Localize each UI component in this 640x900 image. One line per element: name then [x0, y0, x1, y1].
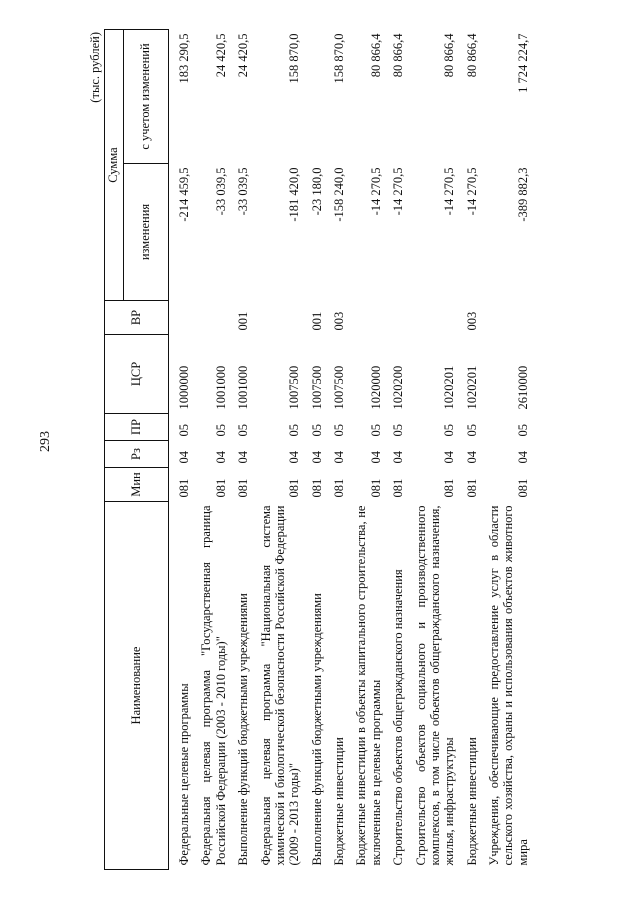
cell-min: 081: [177, 478, 191, 498]
cell-min: 081: [368, 478, 383, 498]
cell-pr: 05: [464, 424, 479, 437]
cell-change: -33 039,5: [213, 167, 228, 216]
row-spacer-cell: [457, 30, 465, 870]
cell-pr: 05: [213, 424, 228, 437]
cell-name: Бюджетные инвестиции в объекты капитального строительства, не включенные в целевые программы: [354, 505, 383, 866]
cell-total: [310, 30, 324, 164]
units-note: (тыс. рублей): [88, 32, 102, 103]
row-spacer: [346, 30, 354, 870]
table-row: [236, 30, 250, 870]
row-spacer: [383, 30, 391, 870]
cell-name: Строительство объектов социального и производственного комплексов, в том числе объектов общегражданского назначения, жилья, инфраструктуры: [413, 505, 457, 866]
cell-pr: 05: [309, 424, 324, 437]
cell-total: 80 866,4: [464, 33, 479, 78]
table-row: [332, 30, 346, 870]
row-spacer: [191, 30, 199, 870]
cell-csr: 1007500: [287, 365, 302, 410]
cell-csr: 1020200: [391, 365, 406, 410]
cell-csr: 1020000: [368, 365, 383, 410]
cell-csr: 1007500: [332, 365, 346, 410]
cell-rz: 04: [464, 451, 479, 464]
row-spacer-cell: [228, 30, 236, 870]
table-row: [414, 30, 457, 870]
cell-vr: [199, 301, 228, 335]
cell-total: 80 866,4: [368, 33, 383, 78]
cell-pr: 05: [332, 424, 346, 437]
header-pr: ПР: [105, 414, 169, 441]
cell-change: -181 420,0: [287, 167, 302, 222]
cell-change: -389 882,3: [515, 167, 530, 222]
cell-change: -23 180,0: [309, 167, 324, 216]
row-spacer: [406, 30, 414, 870]
header-with-change: с учетом изменений: [124, 30, 169, 164]
cell-vr: [177, 301, 191, 335]
table-body: [169, 30, 531, 870]
cell-change: -14 270,5: [464, 167, 479, 216]
row-spacer-cell: [251, 30, 259, 870]
cell-csr: 2610000: [515, 365, 530, 410]
cell-change: -14 270,5: [391, 167, 406, 216]
table-row: [199, 30, 228, 870]
row-spacer: [302, 30, 310, 870]
table-row: [354, 30, 383, 870]
cell-name: Федеральная целевая программа "Национальная система химической и биологической безопасности Российской Федерации (2009 - 2013 годы)": [258, 505, 302, 866]
cell-vr: 003: [464, 311, 479, 331]
header-csr: ЦСР: [105, 335, 169, 414]
cell-vr: 001: [309, 311, 324, 331]
budget-table: [104, 29, 530, 870]
cell-rz: 04: [332, 451, 346, 464]
cell-pr: 05: [442, 424, 457, 437]
cell-name: Бюджетные инвестиции: [464, 737, 479, 866]
cell-csr: 1007500: [309, 365, 324, 410]
cell-csr: 1020201: [442, 365, 457, 410]
cell-pr: 05: [368, 424, 383, 437]
cell-total: 1 724 224,7: [515, 33, 530, 93]
table-row: [487, 30, 530, 870]
cell-total: 24 420,5: [236, 33, 251, 78]
cell-name: Федеральная целевая программа "Государственная граница Российской Федерации (2003 - 2010 годы)": [199, 505, 228, 866]
cell-min: 081: [287, 478, 302, 498]
row-spacer-cell: [383, 30, 391, 870]
cell-change: -14 270,5: [442, 167, 457, 216]
cell-vr: [487, 301, 530, 335]
cell-total: 80 866,4: [442, 33, 457, 78]
cell-change: -158 240,0: [332, 167, 346, 222]
cell-min: 081: [332, 478, 346, 498]
cell-change: -33 039,5: [236, 167, 251, 216]
cell-csr: 1020201: [464, 365, 479, 410]
cell-pr: 05: [391, 424, 406, 437]
table-row: [259, 30, 302, 870]
row-spacer: [457, 30, 465, 870]
cell-total: 24 420,5: [213, 33, 228, 78]
cell-csr: 1000000: [177, 365, 191, 410]
header-change: изменения: [124, 164, 169, 301]
cell-min: 081: [309, 478, 324, 498]
cell-name: Выполнение функций бюджетными учреждениями: [236, 593, 251, 866]
row-spacer-cell: [346, 30, 354, 870]
cell-vr: 003: [332, 311, 346, 331]
cell-name: Строительство объектов общегражданского назначения: [391, 569, 406, 866]
cell-rz: 04: [287, 451, 302, 464]
cell-vr: 001: [236, 311, 251, 331]
table-row: [177, 30, 191, 870]
cell-total: 158 870,0: [332, 33, 346, 84]
row-spacer: [251, 30, 259, 870]
cell-csr: 1001000: [213, 365, 228, 410]
cell-pr: 05: [177, 424, 191, 437]
row-spacer: [228, 30, 236, 870]
cell-rz: 04: [442, 451, 457, 464]
row-spacer-cell: [169, 30, 178, 870]
cell-pr: 05: [515, 424, 530, 437]
cell-min: 081: [391, 478, 406, 498]
header-rz: Рз: [105, 441, 169, 468]
cell-pr: 05: [236, 424, 251, 437]
cell-rz: 04: [368, 451, 383, 464]
cell-vr: [354, 301, 383, 335]
cell-total: 158 870,0: [287, 33, 302, 84]
cell-rz: 04: [391, 451, 406, 464]
cell-vr: [391, 301, 405, 335]
page-number: 293: [38, 431, 53, 452]
table-row: [391, 30, 405, 870]
table-row: [465, 30, 479, 870]
table-row: [310, 30, 324, 870]
cell-min: 081: [236, 478, 251, 498]
cell-rz: 04: [213, 451, 228, 464]
row-spacer-cell: [406, 30, 414, 870]
header-name: Наименование: [105, 502, 169, 870]
cell-total: 183 290,5: [177, 33, 191, 84]
cell-rz: 04: [177, 451, 191, 464]
cell-rz: 04: [309, 451, 324, 464]
header-min: Мин: [105, 468, 169, 502]
cell-vr: [414, 301, 457, 335]
cell-vr: [259, 301, 302, 335]
row-spacer: [169, 30, 178, 870]
row-spacer: [479, 30, 487, 870]
cell-rz: 04: [515, 451, 530, 464]
cell-min: 081: [464, 478, 479, 498]
cell-change: -14 270,5: [368, 167, 383, 216]
rotated-sheet: [88, 20, 568, 880]
cell-change: -214 459,5: [177, 167, 191, 222]
cell-min: 081: [213, 478, 228, 498]
row-spacer-cell: [479, 30, 487, 870]
cell-rz: 04: [236, 451, 251, 464]
cell-min: 081: [515, 478, 530, 498]
cell-name: Выполнение функций бюджетными учреждениями: [309, 593, 324, 866]
header-sum: Сумма: [105, 30, 124, 301]
cell-pr: 05: [287, 424, 302, 437]
cell-total: 80 866,4: [391, 33, 406, 78]
row-spacer-cell: [191, 30, 199, 870]
header-vr: ВР: [105, 301, 169, 335]
table-header: [105, 30, 169, 870]
cell-name: Бюджетные инвестиции: [332, 737, 346, 866]
cell-name: Учреждения, обеспечивающие предоставление услуг в области сельского хозяйства, охраны и использования объектов животного мира: [487, 505, 530, 866]
cell-name: Федеральные целевые программы: [177, 683, 191, 866]
row-spacer: [324, 30, 332, 870]
cell-csr: 1001000: [236, 365, 251, 410]
cell-min: 081: [442, 478, 457, 498]
row-spacer-cell: [324, 30, 332, 870]
row-spacer-cell: [302, 30, 310, 870]
